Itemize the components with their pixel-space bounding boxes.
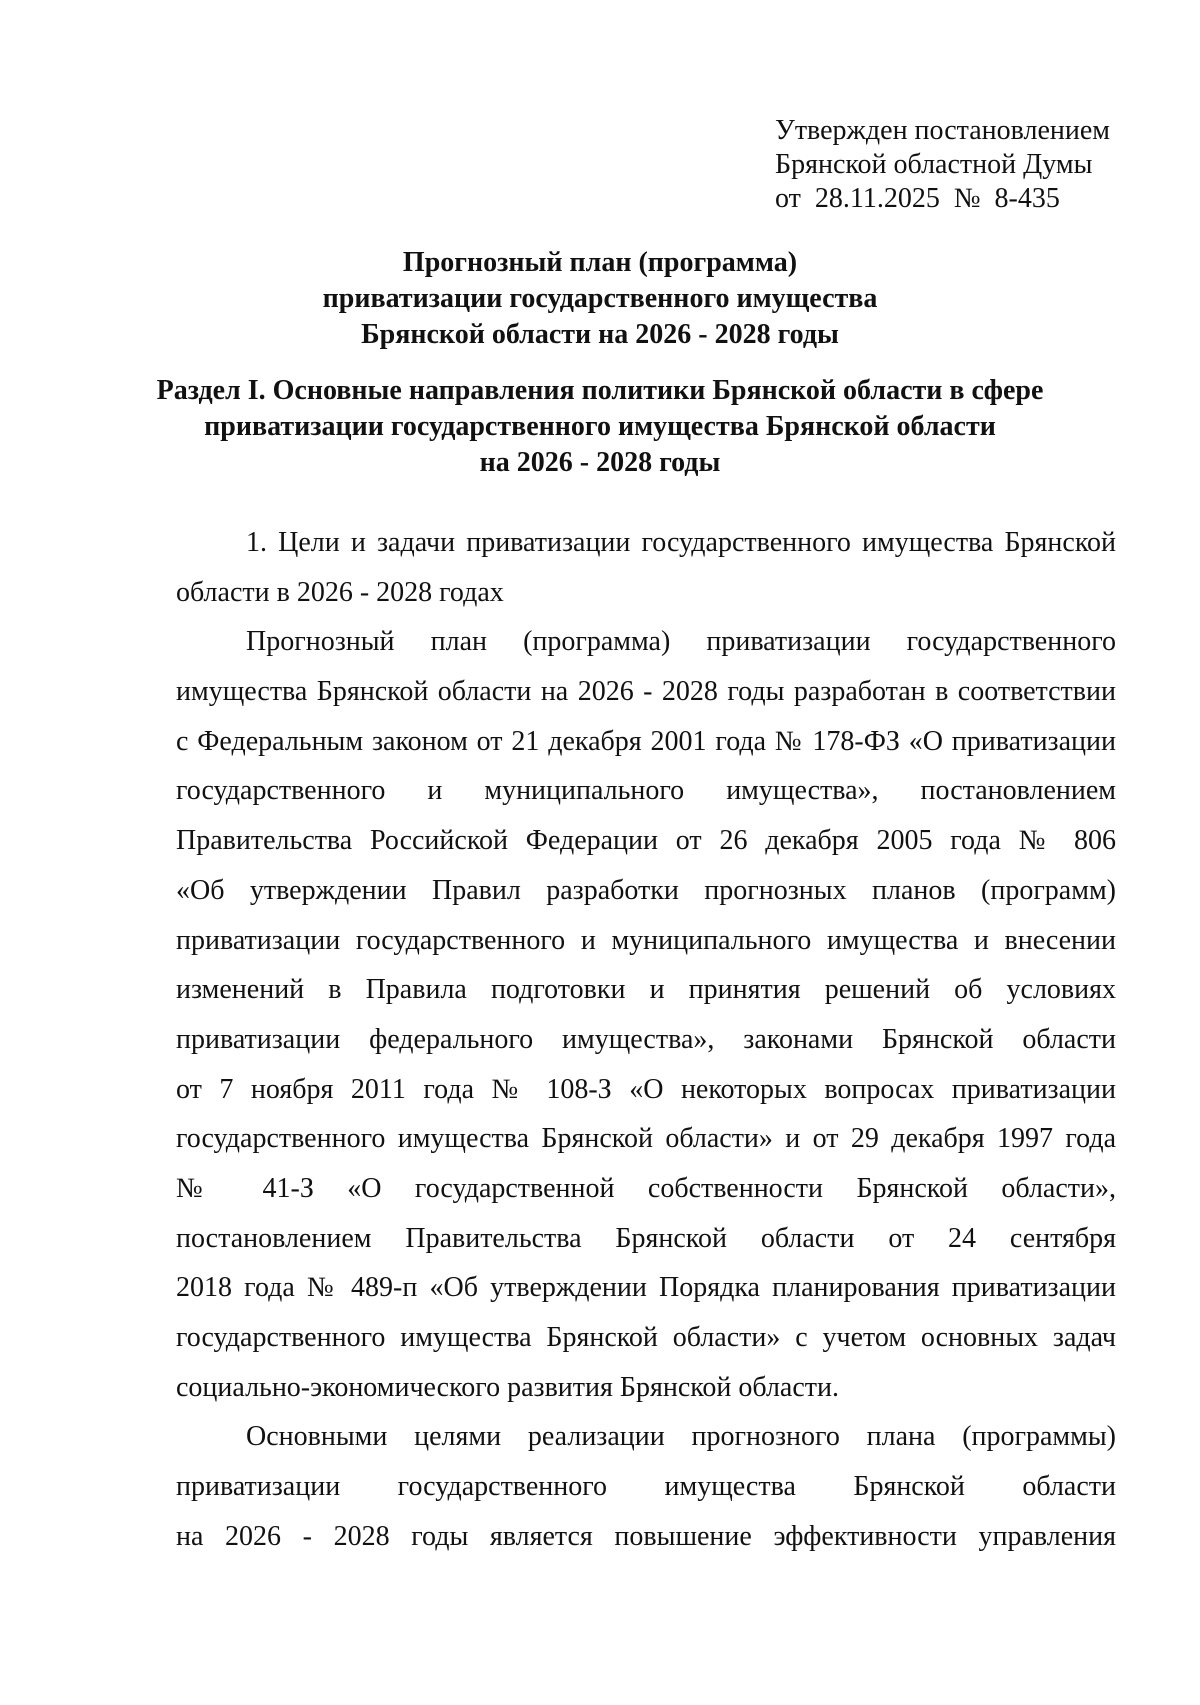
- body-line: приватизации государственного имущества Брянской области: [176, 1471, 1116, 1503]
- body-line: изменений в Правила подготовки и принятия решений об условиях: [176, 974, 1116, 1006]
- section-title-line: Раздел I. Основные направления политики Брянской области в сфере: [156, 375, 1044, 406]
- approval-stamp: [775, 114, 1110, 216]
- body-line: имущества Брянской области на 2026 - 2028 годы разработан в соответствии: [176, 676, 1116, 708]
- section-title-line: на 2026 - 2028 годы: [479, 447, 721, 478]
- document-title-line: приватизации государственного имущества: [322, 283, 878, 314]
- body-line: на 2026 - 2028 годы является повышение эффективности управления: [176, 1520, 1116, 1552]
- body-line: постановлением Правительства Брянской области от 24 сентября: [176, 1222, 1116, 1254]
- body-line: 1. Цели и задачи приватизации государственного имущества Брянской: [246, 527, 1116, 558]
- body-line: Прогнозный план (программа) приватизации государственного: [246, 626, 1116, 658]
- body-line: государственного и муниципального имущества», постановлением: [176, 775, 1116, 807]
- body-line: № 41-З «О государственной собственности Брянской области»,: [176, 1172, 1116, 1204]
- body-line: области в 2026 - 2028 годах: [176, 576, 504, 608]
- body-line: приватизации федерального имущества», законами Брянской области: [176, 1023, 1116, 1055]
- body-line: социально-экономического развития Брянской области.: [176, 1371, 840, 1403]
- approval-line: от 28.11.2025 № 8-435: [775, 183, 1060, 214]
- body-line: государственного имущества Брянской области» и от 29 декабря 1997 года: [176, 1123, 1116, 1155]
- body-line: Правительства Российской Федерации от 26 декабря 2005 года № 806: [176, 825, 1116, 857]
- document-title-line: Брянской области на 2026 - 2028 годы: [361, 319, 839, 350]
- body-line: 2018 года № 489-п «Об утверждении Порядка планирования приватизации: [176, 1272, 1116, 1304]
- document-body: [176, 518, 1116, 1561]
- approval-line: Утвержден постановлением: [775, 115, 1111, 146]
- body-line: «Об утверждении Правил разработки прогнозных планов (программ): [176, 874, 1116, 906]
- document-title: [0, 245, 1200, 353]
- body-line: государственного имущества Брянской области» с учетом основных задач: [176, 1322, 1116, 1353]
- section-title-line: приватизации государственного имущества Брянской области: [204, 411, 996, 442]
- section-title: [0, 373, 1200, 481]
- body-line: приватизации государственного и муниципального имущества и внесении: [176, 924, 1116, 956]
- body-line: от 7 ноября 2011 года № 108-З «О некоторых вопросах приватизации: [176, 1073, 1116, 1105]
- approval-line: Брянской областной Думы: [775, 149, 1093, 180]
- document-title-line: Прогнозный план (программа): [402, 247, 798, 278]
- body-line: Основными целями реализации прогнозного плана (программы): [246, 1421, 1116, 1453]
- body-line: с Федеральным законом от 21 декабря 2001 года № 178-ФЗ «О приватизации: [176, 725, 1116, 757]
